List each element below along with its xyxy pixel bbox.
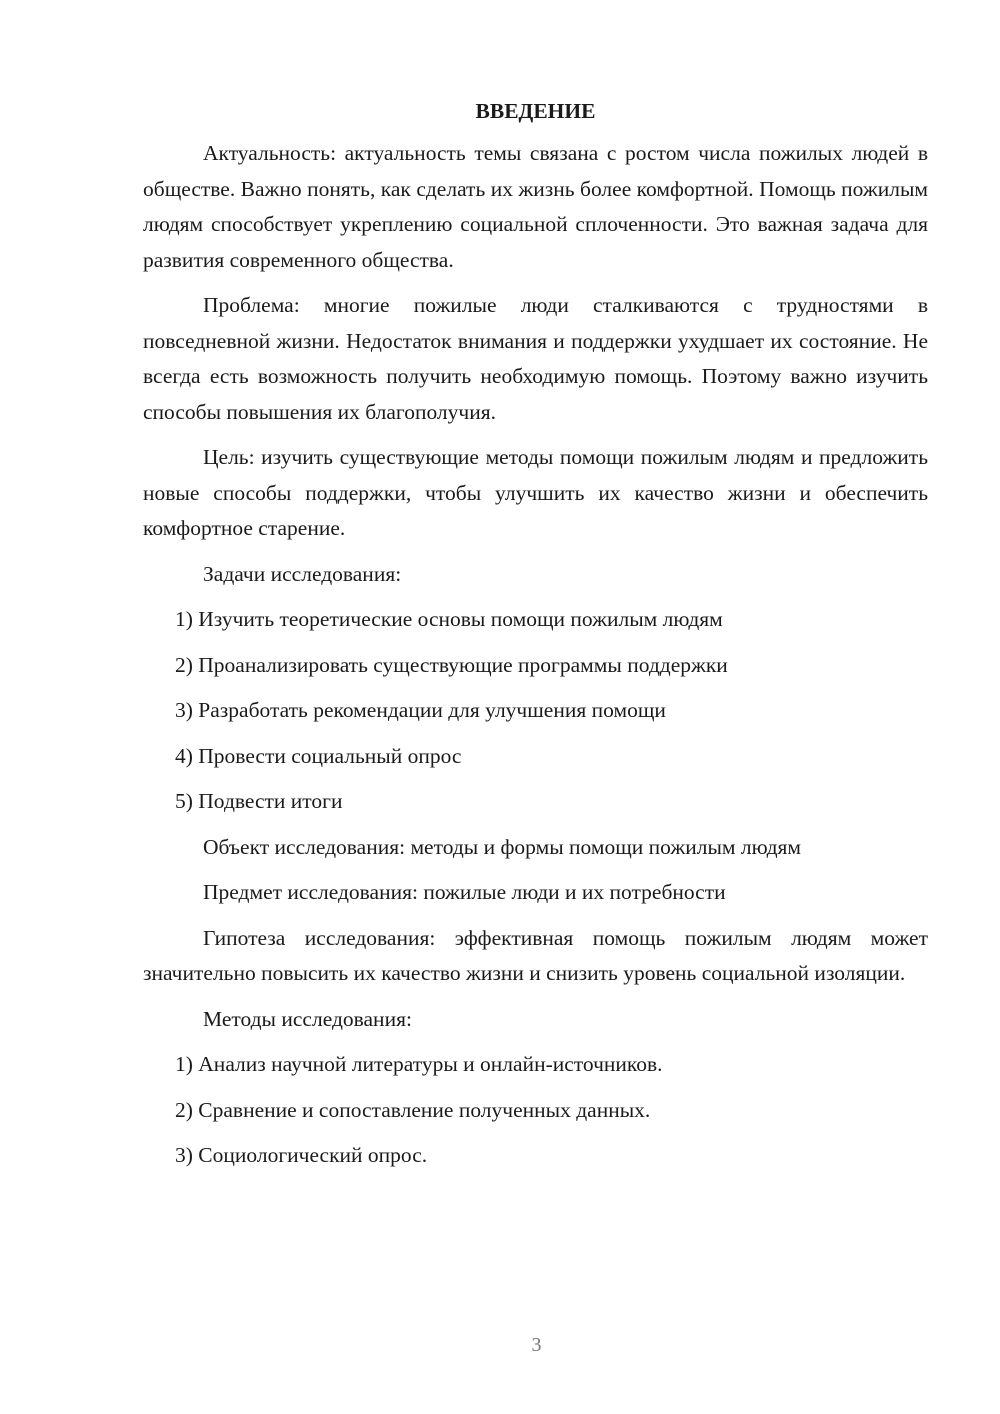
method-item: 3) Социологический опрос. bbox=[175, 1143, 428, 1167]
research-object: Объект исследования: методы и формы помощи пожилым людям bbox=[203, 834, 802, 859]
methods-title: Методы исследования: bbox=[203, 1006, 412, 1031]
task-item: 1) Изучить теоретические основы помощи пожилым людям bbox=[175, 607, 723, 631]
goal-paragraph: Цель: изучить существующие методы помощи пожилым людям и предложить новые способы поддержки, чтобы улучшить их качество жизни и обеспечить комфортное старение. bbox=[143, 445, 928, 540]
problem-paragraph: Проблема: многие пожилые люди сталкиваются с трудностями в повседневной жизни. Недостаток внимания и поддержки ухудшает их состояние. Не всегда есть возможность получить необходимую помощь. Поэтому важно изучить способы повышения их благополучия. bbox=[143, 293, 928, 424]
section-heading: ВВЕДЕНИЕ bbox=[475, 99, 596, 123]
relevance-paragraph: Актуальность: актуальность темы связана с ростом числа пожилых людей в обществе. Важно понять, как сделать их жизнь более комфортной. Помощь пожилым людям способствует укреплению социальной сплоченности. Это важная задача для развития современного общества. bbox=[143, 141, 928, 272]
task-item: 3) Разработать рекомендации для улучшения помощи bbox=[175, 698, 666, 722]
task-item: 5) Подвести итоги bbox=[175, 789, 343, 813]
research-subject: Предмет исследования: пожилые люди и их потребности bbox=[203, 880, 726, 904]
task-item: 4) Провести социальный опрос bbox=[175, 743, 462, 768]
task-item: 2) Проанализировать существующие программы поддержки bbox=[175, 652, 728, 677]
page-number: 3 bbox=[531, 1334, 542, 1356]
tasks-title: Задачи исследования: bbox=[203, 561, 402, 586]
hypothesis-paragraph: Гипотеза исследования: эффективная помощь пожилым людям может значительно повысить их качество жизни и снизить уровень социальной изоляции. bbox=[143, 925, 928, 985]
method-item: 2) Сравнение и сопоставление полученных данных. bbox=[175, 1097, 651, 1122]
page-content bbox=[143, 96, 928, 1184]
method-item: 1) Анализ научной литературы и онлайн-источников. bbox=[175, 1052, 663, 1076]
